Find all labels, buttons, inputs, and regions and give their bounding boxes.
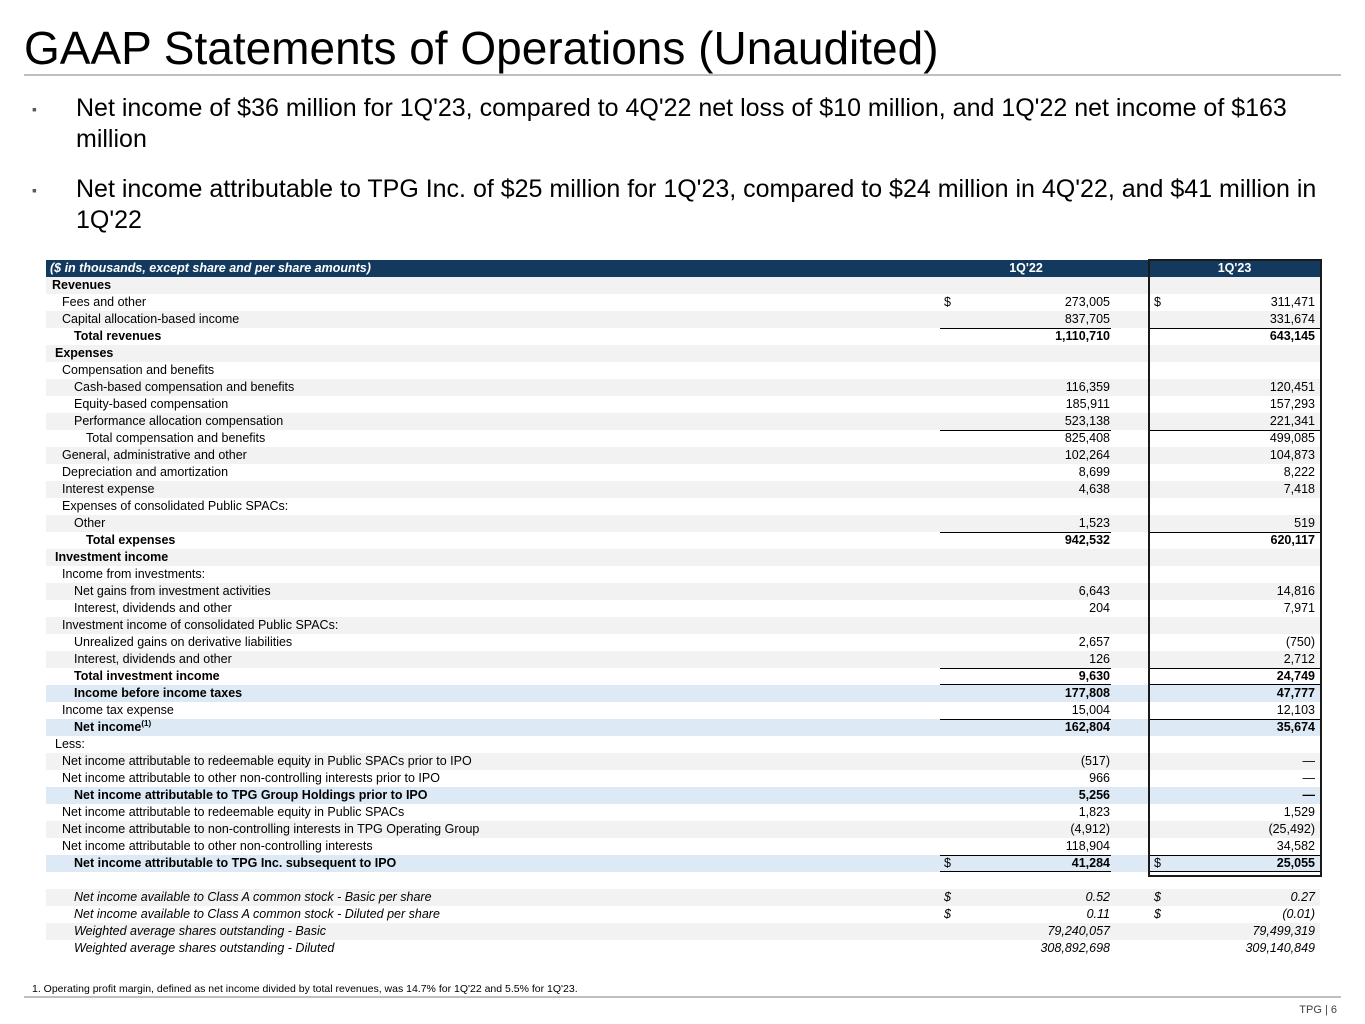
- table-row: [46, 821, 1320, 838]
- value-1q22: 837,705: [1064, 312, 1110, 326]
- value-1q23: 309,140,849: [1245, 941, 1315, 955]
- value-1q23: 25,055: [1276, 856, 1315, 870]
- row-label: Cash-based compensation and benefits: [74, 380, 295, 394]
- row-label: Compensation and benefits: [62, 363, 215, 377]
- row-label: Total revenues: [74, 329, 162, 343]
- table-row: [46, 362, 1320, 379]
- row-label: Depreciation and amortization: [62, 465, 229, 479]
- page-number: TPG | 6: [1299, 1004, 1337, 1016]
- row-label: Interest, dividends and other: [74, 652, 232, 666]
- row-label: Expenses of consolidated Public SPACs:: [62, 499, 289, 513]
- footnote-ref: (1): [141, 718, 152, 728]
- table-row: [46, 566, 1320, 583]
- value-1q22: 9,630: [1078, 669, 1110, 683]
- table-row: [46, 294, 1320, 311]
- value-1q23: —: [1302, 771, 1315, 785]
- currency-symbol: $: [1154, 856, 1161, 870]
- row-label: Capital allocation-based income: [62, 312, 240, 326]
- table-row: [46, 549, 1320, 566]
- table-row: [46, 430, 1320, 447]
- value-1q22: 0.11: [1086, 907, 1110, 921]
- table-header-label: ($ in thousands, except share and per share amounts): [50, 261, 371, 275]
- table-row: [46, 583, 1320, 600]
- subtotal-rule: [1149, 668, 1320, 669]
- value-1q22: 116,359: [1065, 380, 1110, 394]
- table-row: [46, 855, 1320, 872]
- row-label: Total investment income: [74, 669, 220, 683]
- bullet-item: [32, 93, 1332, 155]
- value-1q22: 0.52: [1085, 890, 1110, 904]
- value-1q23: 1,529: [1283, 805, 1315, 819]
- table-row: [46, 702, 1320, 719]
- table-row: [46, 906, 1320, 923]
- table-row: [46, 617, 1320, 634]
- value-1q22: 177,808: [1064, 686, 1110, 700]
- value-1q23: 47,777: [1276, 686, 1315, 700]
- currency-symbol: $: [944, 890, 951, 904]
- table-row: [46, 804, 1320, 821]
- value-1q22: 79,240,057: [1047, 924, 1110, 938]
- row-label: Weighted average shares outstanding - Basic: [74, 924, 327, 938]
- value-1q23: 120,451: [1269, 380, 1315, 394]
- table-row: [46, 345, 1320, 362]
- value-1q22: 15,004: [1071, 703, 1110, 717]
- row-label: Total compensation and benefits: [86, 431, 266, 445]
- value-1q22: 204: [1089, 601, 1110, 615]
- bullet-text: Net income of $36 million for 1Q'23, compared to 4Q'22 net loss of $10 million, and 1Q'22 net income of $163 million: [76, 94, 1287, 153]
- subtotal-rule: [940, 719, 1111, 720]
- value-1q22: 942,532: [1064, 533, 1110, 547]
- table-row: [46, 668, 1320, 685]
- row-label: Net income attributable to TPG Group Holdings prior to IPO: [74, 788, 428, 802]
- table-row: [46, 532, 1320, 549]
- value-1q22: 5,256: [1078, 788, 1110, 802]
- value-1q23: (750): [1285, 635, 1315, 649]
- value-1q22: 102,264: [1064, 448, 1110, 462]
- row-label: Net income attributable to other non-controlling interests prior to IPO: [62, 771, 440, 785]
- row-label: Weighted average shares outstanding - Diluted: [74, 941, 335, 955]
- bullet-marker-icon: ▪: [32, 182, 37, 198]
- table-row: [46, 940, 1320, 957]
- value-1q23: 14,816: [1276, 584, 1315, 598]
- row-label: Net income available to Class A common stock - Diluted per share: [74, 907, 440, 921]
- table-row: [46, 889, 1320, 906]
- row-label: Interest expense: [62, 482, 155, 496]
- value-1q22: 41,284: [1071, 856, 1110, 870]
- currency-symbol: $: [1154, 295, 1161, 309]
- value-1q22: 825,408: [1064, 431, 1110, 445]
- value-1q23: —: [1302, 788, 1315, 802]
- table-row: [46, 651, 1320, 668]
- column-header-1q22: 1Q'22: [1009, 261, 1043, 275]
- row-label: Total expenses: [86, 533, 176, 547]
- value-1q22: 126: [1089, 652, 1110, 666]
- value-1q23: 643,145: [1269, 329, 1315, 343]
- value-1q22: 966: [1089, 771, 1110, 785]
- row-label: Fees and other: [62, 295, 147, 309]
- currency-symbol: $: [1154, 890, 1161, 904]
- table-row: [46, 600, 1320, 617]
- table-row: [46, 396, 1320, 413]
- value-1q22: 118,904: [1065, 839, 1110, 853]
- column-header-1q23: 1Q'23: [1217, 261, 1252, 275]
- row-label: Investment income: [55, 550, 169, 564]
- value-1q23: 0.27: [1290, 890, 1315, 904]
- value-1q22: (517): [1080, 754, 1110, 768]
- table-row: [46, 838, 1320, 855]
- row-label: Net income$^{(1)}$: [74, 718, 152, 734]
- table-row: [46, 311, 1320, 328]
- table-row: [46, 515, 1320, 532]
- table-row: [46, 787, 1320, 804]
- currency-symbol: $: [944, 856, 951, 870]
- table-row: [46, 719, 1320, 736]
- row-label: General, administrative and other: [62, 448, 247, 462]
- value-1q23: 12,103: [1276, 703, 1315, 717]
- value-1q23: 7,971: [1283, 601, 1315, 615]
- table-row: [46, 413, 1320, 430]
- row-label: Income before income taxes: [74, 686, 243, 700]
- table-header: [46, 260, 1320, 277]
- footer-divider: [24, 996, 1341, 998]
- subtotal-rule: [940, 532, 1111, 533]
- subtotal-rule: [1149, 430, 1320, 431]
- value-1q23: 34,582: [1276, 839, 1315, 853]
- table-row: [46, 498, 1320, 515]
- value-1q22: 308,892,698: [1040, 941, 1110, 955]
- value-1q22: 1,523: [1078, 516, 1110, 530]
- subtotal-rule: [1149, 855, 1320, 856]
- row-label: Income tax expense: [62, 703, 174, 717]
- value-1q23: 8,222: [1283, 465, 1315, 479]
- subtotal-rule: [940, 328, 1111, 329]
- row-label: Revenues: [52, 278, 112, 292]
- value-1q23: 221,341: [1269, 414, 1315, 428]
- value-1q23: (25,492): [1268, 822, 1315, 836]
- value-1q22: 273,005: [1064, 295, 1110, 309]
- subtotal-rule: [1149, 719, 1320, 720]
- currency-symbol: $: [1154, 907, 1161, 921]
- table-row: [46, 872, 1320, 889]
- value-1q23: 35,674: [1276, 720, 1315, 734]
- value-1q23: 157,293: [1269, 397, 1315, 411]
- row-label: Interest, dividends and other: [74, 601, 232, 615]
- value-1q22: 185,911: [1065, 397, 1110, 411]
- value-1q23: (0.01): [1282, 907, 1315, 921]
- row-label: Net income attributable to TPG Inc. subsequent to IPO: [74, 856, 397, 870]
- bullet-item: [32, 174, 1332, 236]
- table-row: [46, 464, 1320, 481]
- table-row: [46, 685, 1320, 702]
- value-1q22: 6,643: [1078, 584, 1110, 598]
- subtotal-rule: [1149, 532, 1320, 533]
- summary-bullets: [32, 93, 1332, 255]
- footnote: 1. Operating profit margin, defined as net income divided by total revenues, was 14.7% for 1Q'22 and 5.5% for 1Q'23.: [32, 983, 578, 995]
- table-row: [46, 736, 1320, 753]
- value-1q23: 2,712: [1283, 652, 1315, 666]
- table-row: [46, 379, 1320, 396]
- value-1q23: 620,117: [1270, 533, 1315, 547]
- table-row: [46, 923, 1320, 940]
- currency-symbol: $: [944, 295, 951, 309]
- bullet-marker-icon: ▪: [32, 101, 37, 117]
- table-row: [46, 447, 1320, 464]
- table-row: [46, 770, 1320, 787]
- row-label: Net income attributable to redeemable equity in Public SPACs prior to IPO: [62, 754, 472, 768]
- page-title: GAAP Statements of Operations (Unaudited): [24, 22, 939, 74]
- title-divider: [24, 74, 1341, 76]
- bullet-text: Net income attributable to TPG Inc. of $25 million for 1Q'23, compared to $24 million in 4Q'22, and $41 million in 1Q'22: [76, 175, 1317, 234]
- value-1q22: 1,823: [1078, 805, 1110, 819]
- subtotal-rule: [940, 430, 1111, 431]
- currency-symbol: $: [944, 907, 951, 921]
- value-1q22: 162,804: [1064, 720, 1110, 734]
- table-row: [46, 277, 1320, 294]
- table-row: [46, 634, 1320, 651]
- value-1q22: (4,912): [1070, 822, 1110, 836]
- value-1q23: 79,499,319: [1252, 924, 1315, 938]
- value-1q23: 519: [1294, 516, 1315, 530]
- value-1q22: 4,638: [1078, 482, 1110, 496]
- row-label: Net income attributable to other non-controlling interests: [62, 839, 373, 853]
- value-1q23: 311,471: [1270, 295, 1315, 309]
- subtotal-rule: [940, 855, 1111, 856]
- row-label: Expenses: [55, 346, 114, 360]
- row-label: Net gains from investment activities: [74, 584, 271, 598]
- table-row: [46, 328, 1320, 345]
- value-1q22: 1,110,710: [1055, 329, 1110, 343]
- subtotal-rule: [1149, 328, 1320, 329]
- value-1q22: 8,699: [1078, 465, 1110, 479]
- value-1q22: 2,657: [1078, 635, 1110, 649]
- value-1q22: 523,138: [1064, 414, 1110, 428]
- value-1q23: 7,418: [1283, 482, 1315, 496]
- row-label: Unrealized gains on derivative liabilities: [74, 635, 293, 649]
- row-label: Net income attributable to redeemable equity in Public SPACs: [62, 805, 405, 819]
- table-row: [46, 481, 1320, 498]
- value-1q23: 499,085: [1269, 431, 1315, 445]
- value-1q23: 104,873: [1269, 448, 1315, 462]
- row-label: Net income available to Class A common stock - Basic per share: [74, 890, 432, 904]
- row-label: Performance allocation compensation: [74, 414, 284, 428]
- value-1q23: 24,749: [1276, 669, 1315, 683]
- row-label: Net income attributable to non-controlling interests in TPG Operating Group: [62, 822, 480, 836]
- row-label: Less:: [55, 737, 85, 751]
- row-label: Investment income of consolidated Public SPACs:: [62, 618, 339, 632]
- table-row: [46, 753, 1320, 770]
- value-1q23: —: [1302, 754, 1315, 768]
- row-label: Other: [74, 516, 106, 530]
- value-1q23: 331,674: [1269, 312, 1315, 326]
- statements-table: [46, 260, 1320, 957]
- row-label: Income from investments:: [62, 567, 206, 581]
- subtotal-rule: [940, 668, 1111, 669]
- row-label: Equity-based compensation: [74, 397, 229, 411]
